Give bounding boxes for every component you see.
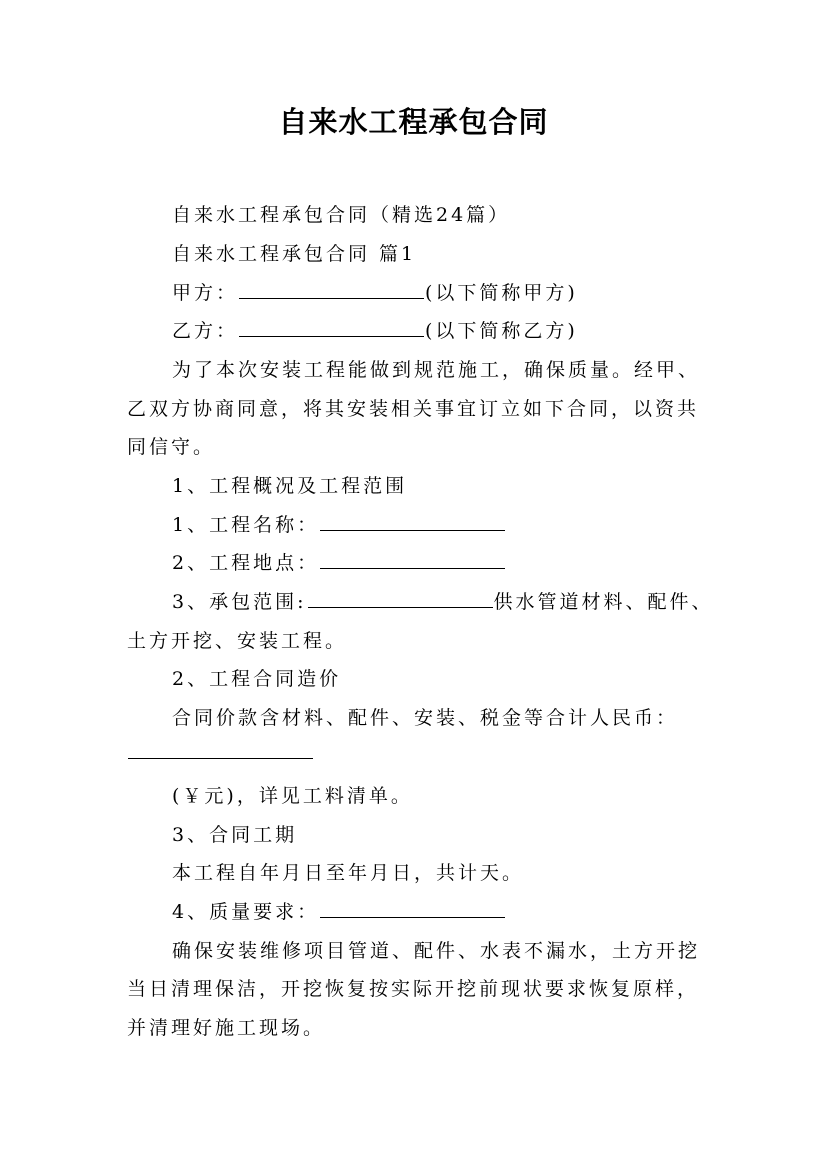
section-1-heading: 1、工程概况及工程范围 (172, 475, 408, 497)
scope-label: 3、承包范围: (172, 591, 307, 613)
intro-line-1: 为了本次安装工程能做到规范施工，确保质量。经甲、 (172, 359, 701, 381)
project-name-line (172, 510, 506, 537)
project-location-blank (320, 552, 505, 569)
schedule-line: 本工程自年月日至年月日，共计天。 (172, 862, 525, 884)
intro-line-2: 乙双方协商同意，将其安装相关事宜订立如下合同，以资共 (127, 398, 700, 420)
party-a-label: 甲方： (172, 282, 239, 304)
quality-text-3: 并清理好施工现场。 (127, 1017, 326, 1039)
subtitle: 自来水工程承包合同（精选24篇） (172, 204, 511, 226)
article-heading: 自来水工程承包合同 篇1 (172, 243, 417, 265)
project-location-line (172, 548, 506, 575)
scope-suffix: 供水管道材料、配件、 (493, 591, 714, 613)
section-2-heading: 2、工程合同造价 (172, 668, 342, 690)
project-name-blank (320, 514, 505, 531)
party-a-blank (239, 282, 424, 299)
scope-line (172, 587, 714, 614)
quality-line (172, 897, 506, 924)
price-line: 合同价款含材料、配件、安装、税金等合计人民币： (172, 707, 679, 729)
party-b-blank (239, 320, 424, 337)
project-name-label: 1、工程名称： (172, 514, 320, 536)
project-location-label: 2、工程地点： (172, 552, 320, 574)
quality-text-2: 当日清理保洁，开挖恢复按实际开挖前现状要求恢复原样， (127, 978, 700, 1000)
section-3-heading: 3、合同工期 (172, 824, 298, 846)
party-a-line (172, 278, 578, 305)
quality-text-1: 确保安装维修项目管道、配件、水表不漏水，土方开挖 (172, 940, 701, 962)
quality-blank (320, 901, 505, 918)
party-b-line (172, 316, 578, 343)
quality-label: 4、质量要求： (172, 901, 320, 923)
price-blank-line (127, 742, 314, 764)
scope-line-2: 土方开挖、安装工程。 (127, 630, 348, 652)
price-blank (128, 742, 313, 759)
party-b-suffix: (以下简称乙方) (425, 320, 578, 342)
document-title: 自来水工程承包合同 (278, 105, 549, 139)
party-a-suffix: (以下简称甲方) (425, 282, 578, 304)
party-b-label: 乙方： (172, 320, 239, 342)
intro-line-3: 同信守。 (127, 436, 216, 458)
price-amount-line: (￥元)，详见工料清单。 (172, 785, 413, 807)
scope-blank (308, 591, 493, 608)
